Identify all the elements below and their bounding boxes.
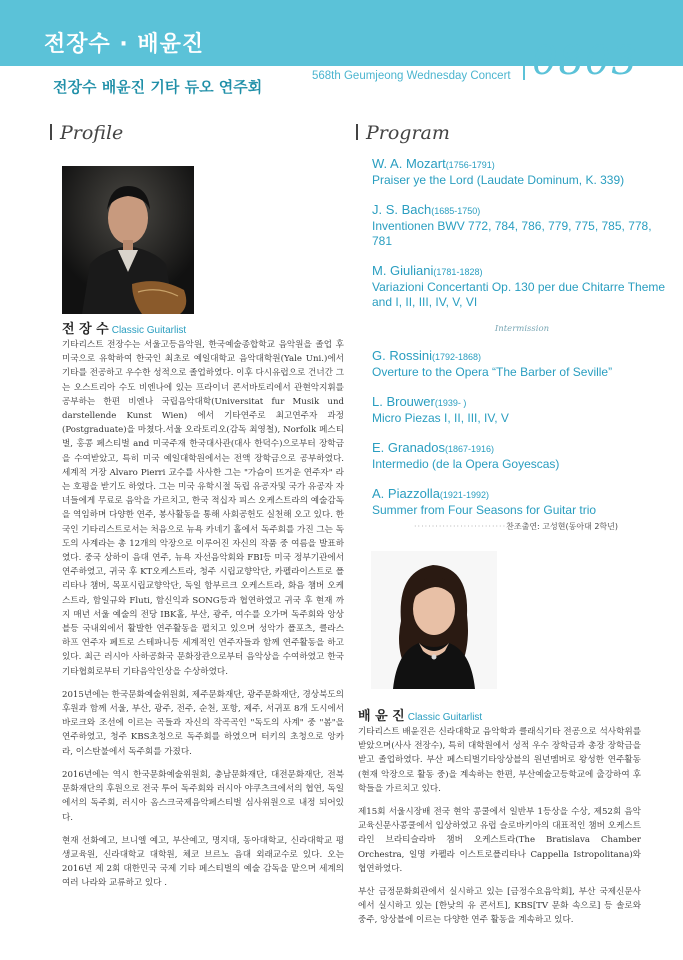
concert-subtitle: 전장수 배윤진 기타 듀오 연주회 bbox=[53, 78, 263, 96]
intermission-label: Intermission bbox=[494, 324, 550, 334]
composer-line bbox=[372, 440, 672, 457]
program-item bbox=[372, 202, 672, 249]
program-item bbox=[372, 156, 672, 188]
heading-bar bbox=[356, 124, 358, 140]
composer-years: (1939- ) bbox=[434, 398, 467, 408]
artist2-name-line bbox=[358, 705, 482, 724]
composer-years: (1685-1750) bbox=[431, 206, 481, 216]
composer-name: G. Rossini bbox=[372, 348, 432, 363]
work-title: Inventionen BWV 772, 784, 786, 779, 775, 785, 778, 781 bbox=[372, 219, 652, 248]
artist1-bio bbox=[62, 338, 344, 900]
composer-name: W. A. Mozart bbox=[372, 156, 446, 171]
composer-years: (1756-1791) bbox=[445, 160, 495, 170]
composer-name: E. Granados bbox=[372, 440, 445, 455]
profile-heading bbox=[50, 122, 123, 144]
page-title: 전장수 · 배윤진 bbox=[44, 32, 205, 57]
composer-line bbox=[372, 486, 672, 503]
composer-name: M. Giuliani bbox=[372, 263, 434, 278]
composer-name: L. Brouwer bbox=[372, 394, 435, 409]
composer-line bbox=[372, 348, 672, 365]
work-title: Summer from Four Seasons for Guitar trio bbox=[372, 503, 597, 517]
work-title: Overture to the Opera “The Barber of Seville” bbox=[372, 365, 613, 379]
artist1-bio-paragraph: 기타리스트 전장수는 서울고등음악원, 한국예술종합학교 음악원을 졸업 후 미국으로 유학하여 한국인 최초로 예일대학교 음악대학원(Yale Uni.)에서 기타를 전공하고 우수한 성적으로 졸업하였다. 이후 다시유럽으로 건너간 그는 오스트리아 수도 비엔나에 있는 프라이너 콘서바토리에서 관현악지휘를 공부하는 한편 비엔나 국립음악대학(Universitat fur Musik und darstellende Kunst Wien) 에서 기타연주로 최고연주자 과정(Postgraduate)을 마쳤다.서울 오라토리오(감독 최영철), Norfolk 페스티벌, 홍콩 페스티벌 and 미국주재 한국대사관(대사 한덕수)으로부터 장학금을 수여받았고, 특히 미국 예일대학원에서는 전액 장학금으로 공부하였다. 세계적 거장 Alvaro Pierri 교수를 사사한 그는 "가슴이 뜨거운 연주자" 라는 호평을 받기도 하였다. 그는 미국 유학시절 독립 유공자및 국가 유공자 자녀들에게 무료로 음악을 가르치고, 한국 적십자 피스 오케스트라의 예술감독을 역임하며 다양한 연주, 봉사활동을 통해 사회공헌도 실천해 오고 있다. 한국인 기타리스트로서는 처음으로 뉴욕 카네기 홀에서 독주회를 가진 그는 독도의 사계라는 총 12개의 악장으로 이루어진 자신의 작품 중 여름을 발표하였다. 중국 상하이 음대 연주, 뉴욕 자선음악회와 FBI등 미국 정부기관에서 연주하였고, 귀국 후 KT오케스트라, 청주 시립교향악단, 카펠라이스트로 폴리타나 챔버, 목포시립교향악단, 독일 함부르크 오케스트라, 화음 챔버 오케스트라, 함일규와 Fluti, 함신익과 SONG등과 협연하였고 귀국 후 현재 까지 매년 서울 예술의 전당 IBK홀, 부산, 광주, 여수를 오가며 독주회와 앙상블등 국내외에서 활발한 연주활동을 펼치고 있으며 성악가 폴포츠, 클라스 하프 연주자 페트로 스테파니등 세계적인 연주자들과 함께 연주활동을 하고 있다. 최근 러시아 사하공화국 문화장관으로부터 음악상을 수여하였고 한국기타협회로부터 기타음악인상을 수상하였다. bbox=[62, 340, 344, 677]
artist1-bio-paragraph: 2015년에는 한국문화예술위원회, 제주문화재단, 광주문화재단, 경상북도의 후원과 함께 서울, 부산, 광주, 전주, 순천, 포항, 제주, 서귀포 8개 도시에서 바로크와 조선에 이르는 곡들과 자신의 작곡곡인 "독도의 사계" 중 "봄"을 연주하였고, 청주 KBS초청으로 독주회를 하였으며 터키의 초청으로 앙카라, 이스탄불에서 독주회를 가졌다. bbox=[62, 689, 344, 757]
artist1-photo bbox=[62, 166, 194, 314]
artist2-bio-paragraph: 제15회 서울시장배 전국 현악 콩쿨에서 일반부 1등상을 수상, 제52회 음악교육신문사콩쿨에서 입상하였고 유럽 슬로바키아의 대표적인 챔버 오케스트라인 브라티슬라바 챔버 오케스트라(The Bratislava Chamber Orchestra, 일명 카펠라 이스트로폴리타나 Cappella Istropolitana)와 협연하였다. bbox=[358, 807, 641, 874]
guest-note-text: 찬조출연: 고성현(동아대 2학년) bbox=[506, 522, 618, 531]
artist2-bio bbox=[358, 725, 641, 937]
composer-line bbox=[372, 394, 672, 411]
program-item bbox=[372, 440, 672, 472]
composer-line bbox=[372, 202, 672, 219]
composer-years: (1921-1992) bbox=[439, 490, 489, 500]
guest-performer-note bbox=[372, 521, 672, 532]
program-list bbox=[372, 156, 672, 532]
program-item bbox=[372, 486, 672, 518]
program-item bbox=[372, 394, 672, 426]
composer-name: J. S. Bach bbox=[372, 202, 432, 217]
composer-years: (1867-1916) bbox=[445, 444, 495, 454]
work-title: Praiser ye the Lord (Laudate Dominum, K. 339) bbox=[372, 173, 625, 187]
work-title: Micro Piezas I, II, III, IV, V bbox=[372, 411, 509, 425]
artist1-bio-paragraph: 현재 선화예고, 브니엘 예고, 부산예고, 명지대, 동아대학교, 신라대학교 평생교육원, 신라대학교 대학원, 체코 브르노 음대 외래교수로 있다. 오는 2016년 제 2회 대한민국 국제 기타 페스티벌의 예술 감독을 맡으며 세계의 여러 나라와 교류하고 있다 . bbox=[62, 835, 344, 889]
artist2-bio-paragraph: 부산 금정문화회관에서 실시하고 있는 [금정수요음악회], 부산 국제신문사에서 실시하고 있는 [한낮의 유 콘서트], KBS[TV 문화 속으로] 등 솔로와 중주, 앙상블에 이르는 다양한 연주 활동을 계속하고 있다. bbox=[358, 887, 641, 926]
artist1-name: 전 장 수 bbox=[62, 322, 109, 337]
artist1-name-line bbox=[62, 318, 186, 337]
program-heading-text: Program bbox=[366, 122, 450, 144]
concert-number: 0803 bbox=[532, 38, 638, 84]
program-item bbox=[372, 263, 672, 310]
artist2-role: Classic Guitarlist bbox=[407, 712, 483, 723]
concert-series-label: 568th Geumjeong Wednesday Concert bbox=[312, 70, 511, 82]
dotted-leader: ·························· bbox=[414, 522, 507, 531]
composer-line bbox=[372, 156, 672, 173]
header-divider bbox=[523, 50, 525, 80]
artist2-name: 배 윤 진 bbox=[358, 709, 405, 724]
composer-name: A. Piazzolla bbox=[372, 486, 440, 501]
artist1-bio-paragraph: 2016년에는 역시 한국문화예술위원회, 충남문화재단, 대전문화재단, 전북문화재단의 후원으로 전국 투어 독주회와 러시아 야쿠츠크에서의 협연, 독일에서의 독주회, 러시아 옴스크국제음악페스티벌 심사위원으로 내정 되어있다. bbox=[62, 769, 344, 823]
heading-bar bbox=[50, 124, 52, 140]
artist2-bio-paragraph: 기타리스트 배윤진은 신라대학교 음악학과 클래식기타 전공으로 석사학위를 받았으며(사사 전장수), 특히 대학원에서 성적 우수 장학금과 총장 장학금을 받고 졸업하였다. 부산 페스티벌기타앙상블의 원년멤버로 왕성한 연주활동(현재 악장으로 활동 중)을 계속하는 한편, 부산예술고등학교에 출강하여 후학들을 가르치고 있다. bbox=[358, 727, 641, 794]
artist1-role: Classic Guitarlist bbox=[111, 325, 187, 336]
composer-years: (1781-1828) bbox=[433, 267, 483, 277]
composer-line bbox=[372, 263, 672, 280]
program-item bbox=[372, 348, 672, 380]
profile-heading-text: Profile bbox=[60, 122, 124, 144]
work-title: Variazioni Concertanti Op. 130 per due Chitarre Theme and I, II, III, IV, V, VI bbox=[372, 280, 666, 309]
artist2-photo bbox=[371, 551, 497, 689]
work-title: Intermedio (de la Opera Goyescas) bbox=[372, 457, 560, 471]
composer-years: (1792-1868) bbox=[431, 352, 482, 362]
program-heading bbox=[356, 122, 450, 144]
